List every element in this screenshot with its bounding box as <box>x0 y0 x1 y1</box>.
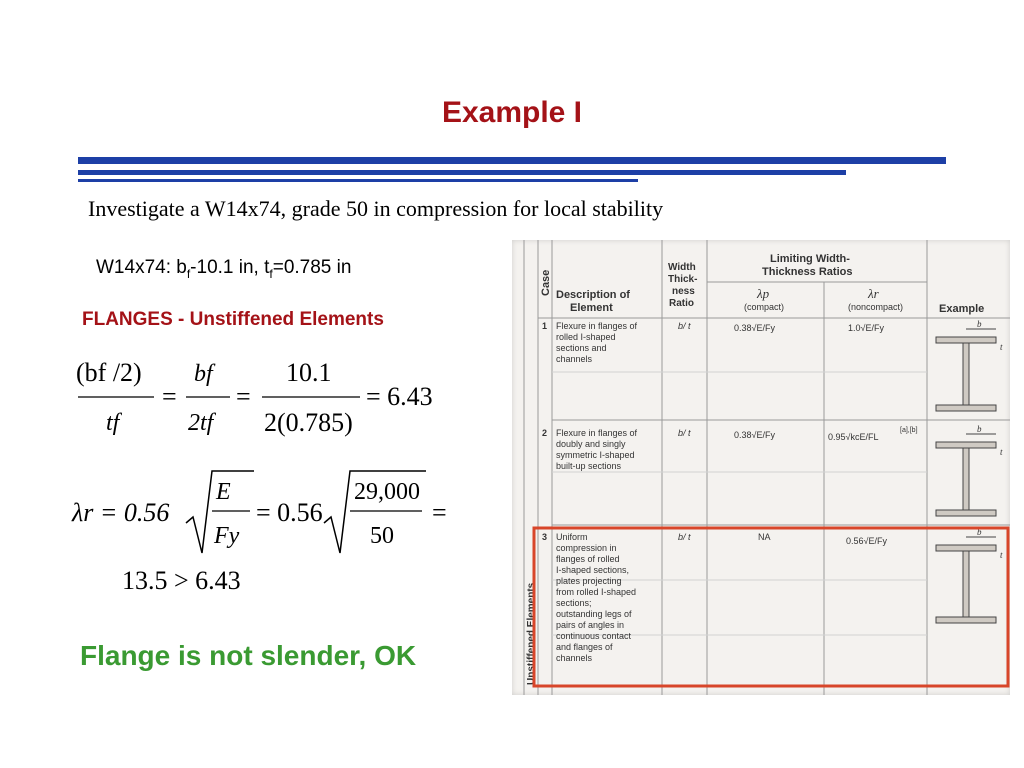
ibeam1-b-label: b <box>977 319 982 329</box>
eq1-eq-2: = <box>236 382 251 411</box>
row3-lp: NA <box>758 532 771 542</box>
title-rule-3 <box>78 179 638 182</box>
eq2-trail: = <box>432 498 447 527</box>
title-rule-1 <box>78 157 946 164</box>
row2-case: 2 <box>542 428 548 438</box>
example-ibeam-2 <box>936 434 996 516</box>
col-example-header: Example <box>939 303 985 315</box>
row1-desc-1: Flexure in flanges of <box>556 321 638 331</box>
ibeam3-t-label: t <box>1000 550 1003 560</box>
row1-case: 1 <box>542 321 548 331</box>
section-heading: FLANGES - Unstiffened Elements <box>82 309 384 330</box>
eq1-lhs-num: (bf /2) <box>76 358 142 387</box>
row3-desc-10: continuous contact <box>556 631 632 641</box>
row2-desc-4: built-up sections <box>556 461 622 471</box>
title-rule-2 <box>78 170 846 175</box>
eq1-mid-den: 2tf <box>188 410 214 436</box>
eq2-frac2-num: 29,000 <box>354 479 420 505</box>
col-lp-label: (compact) <box>744 302 785 312</box>
prop-bf-sub: f <box>186 266 191 281</box>
section-properties <box>96 257 351 281</box>
equation-comparison: 13.5 > 6.43 <box>122 566 241 595</box>
prop-tf-value: =0.785 in <box>272 257 352 278</box>
row1-desc-2: rolled I-shaped <box>556 332 616 342</box>
verdict-text: Flange is not slender, OK <box>80 640 417 671</box>
equation-width-thickness <box>70 345 470 445</box>
row2-lr: 0.95√kcE/FL <box>828 432 879 442</box>
row1-lr: 1.0√E/Fy <box>848 323 884 333</box>
eq1-num-value: 10.1 <box>286 358 332 387</box>
row3-desc-9: pairs of angles in <box>556 620 625 630</box>
col-limiting-line2: Thickness Ratios <box>762 266 853 278</box>
ibeam3-b-label: b <box>977 527 982 537</box>
row3-case: 3 <box>542 532 548 542</box>
ibeam1-t-label: t <box>1000 342 1003 352</box>
col-lr-label: (noncompact) <box>848 302 904 312</box>
row3-lr: 0.56√E/Fy <box>846 536 887 546</box>
col-lp-symbol: λp <box>757 286 770 301</box>
col-ratio-line4: Ratio <box>669 298 694 309</box>
example-ibeam-3 <box>936 537 996 623</box>
row3-desc-6: from rolled I-shaped <box>556 587 637 597</box>
row3-desc-5: plates projecting <box>556 576 622 586</box>
row2-lr-note: [a],[b] <box>900 427 918 434</box>
prop-prefix: W14x74: b <box>96 257 187 278</box>
eq2-frac2-den: 50 <box>370 523 394 549</box>
row1-ratio: b/ t <box>678 321 691 331</box>
col-description-line2: Element <box>570 302 613 314</box>
aisc-table <box>512 240 1010 695</box>
row3-desc-11: and flanges of <box>556 642 613 652</box>
eq1-eq-1: = <box>162 382 177 411</box>
row3-desc-12: channels <box>556 653 593 663</box>
eq1-lhs-den: tf <box>106 410 120 436</box>
row3-desc-8: outstanding legs of <box>556 609 632 619</box>
row3-desc-2: compression in <box>556 543 617 553</box>
eq1-mid-num: bf <box>194 361 213 387</box>
ibeam2-b-label: b <box>977 424 982 434</box>
side-label-unstiffened: Unstiffened Elements <box>526 582 537 685</box>
eq1-den-value: 2(0.785) <box>264 408 353 437</box>
row2-ratio: b/ t <box>678 428 691 438</box>
row1-lp: 0.38√E/Fy <box>734 323 775 333</box>
eq2-frac1-num: E <box>216 479 231 505</box>
intro-text: Investigate a W14x74, grade 50 in compression for local stability <box>88 196 664 221</box>
col-ratio-line3: ness <box>672 286 695 297</box>
col-ratio-line2: Thick- <box>668 274 698 285</box>
col-limiting-line1: Limiting Width- <box>770 253 850 265</box>
slide-title: Example I <box>441 96 583 129</box>
eq1-result: = 6.43 <box>366 382 433 411</box>
equation-lambda-r <box>70 465 470 560</box>
example-ibeam-1 <box>936 329 996 411</box>
eq2-frac1-den: Fy <box>214 523 240 549</box>
row1-desc-4: channels <box>556 354 593 364</box>
row2-desc-3: symmetric I-shaped <box>556 450 635 460</box>
col-case-header: Case <box>540 269 552 296</box>
aisc-table-image <box>512 240 1010 695</box>
row3-desc-4: I-shaped sections, <box>556 565 630 575</box>
row3-desc-3: flanges of rolled <box>556 554 620 564</box>
row3-desc-1: Uniform <box>556 532 588 542</box>
row2-desc-1: Flexure in flanges of <box>556 428 638 438</box>
row1-desc-3: sections and <box>556 343 607 353</box>
row3-ratio: b/ t <box>678 532 691 542</box>
col-description-line1: Description of <box>556 289 630 301</box>
eq2-lhs: λr = 0.56 <box>72 498 170 527</box>
col-ratio-line1: Width <box>668 262 696 273</box>
ibeam2-t-label: t <box>1000 447 1003 457</box>
row2-lp: 0.38√E/Fy <box>734 430 775 440</box>
prop-tf-sub: f <box>269 266 273 281</box>
prop-bf-value: -10.1 in, t <box>190 257 270 278</box>
col-lr-symbol: λr <box>868 286 879 301</box>
row2-desc-2: doubly and singly <box>556 439 626 449</box>
row3-desc-7: sections; <box>556 598 592 608</box>
eq2-mid: = 0.56 <box>256 498 323 527</box>
